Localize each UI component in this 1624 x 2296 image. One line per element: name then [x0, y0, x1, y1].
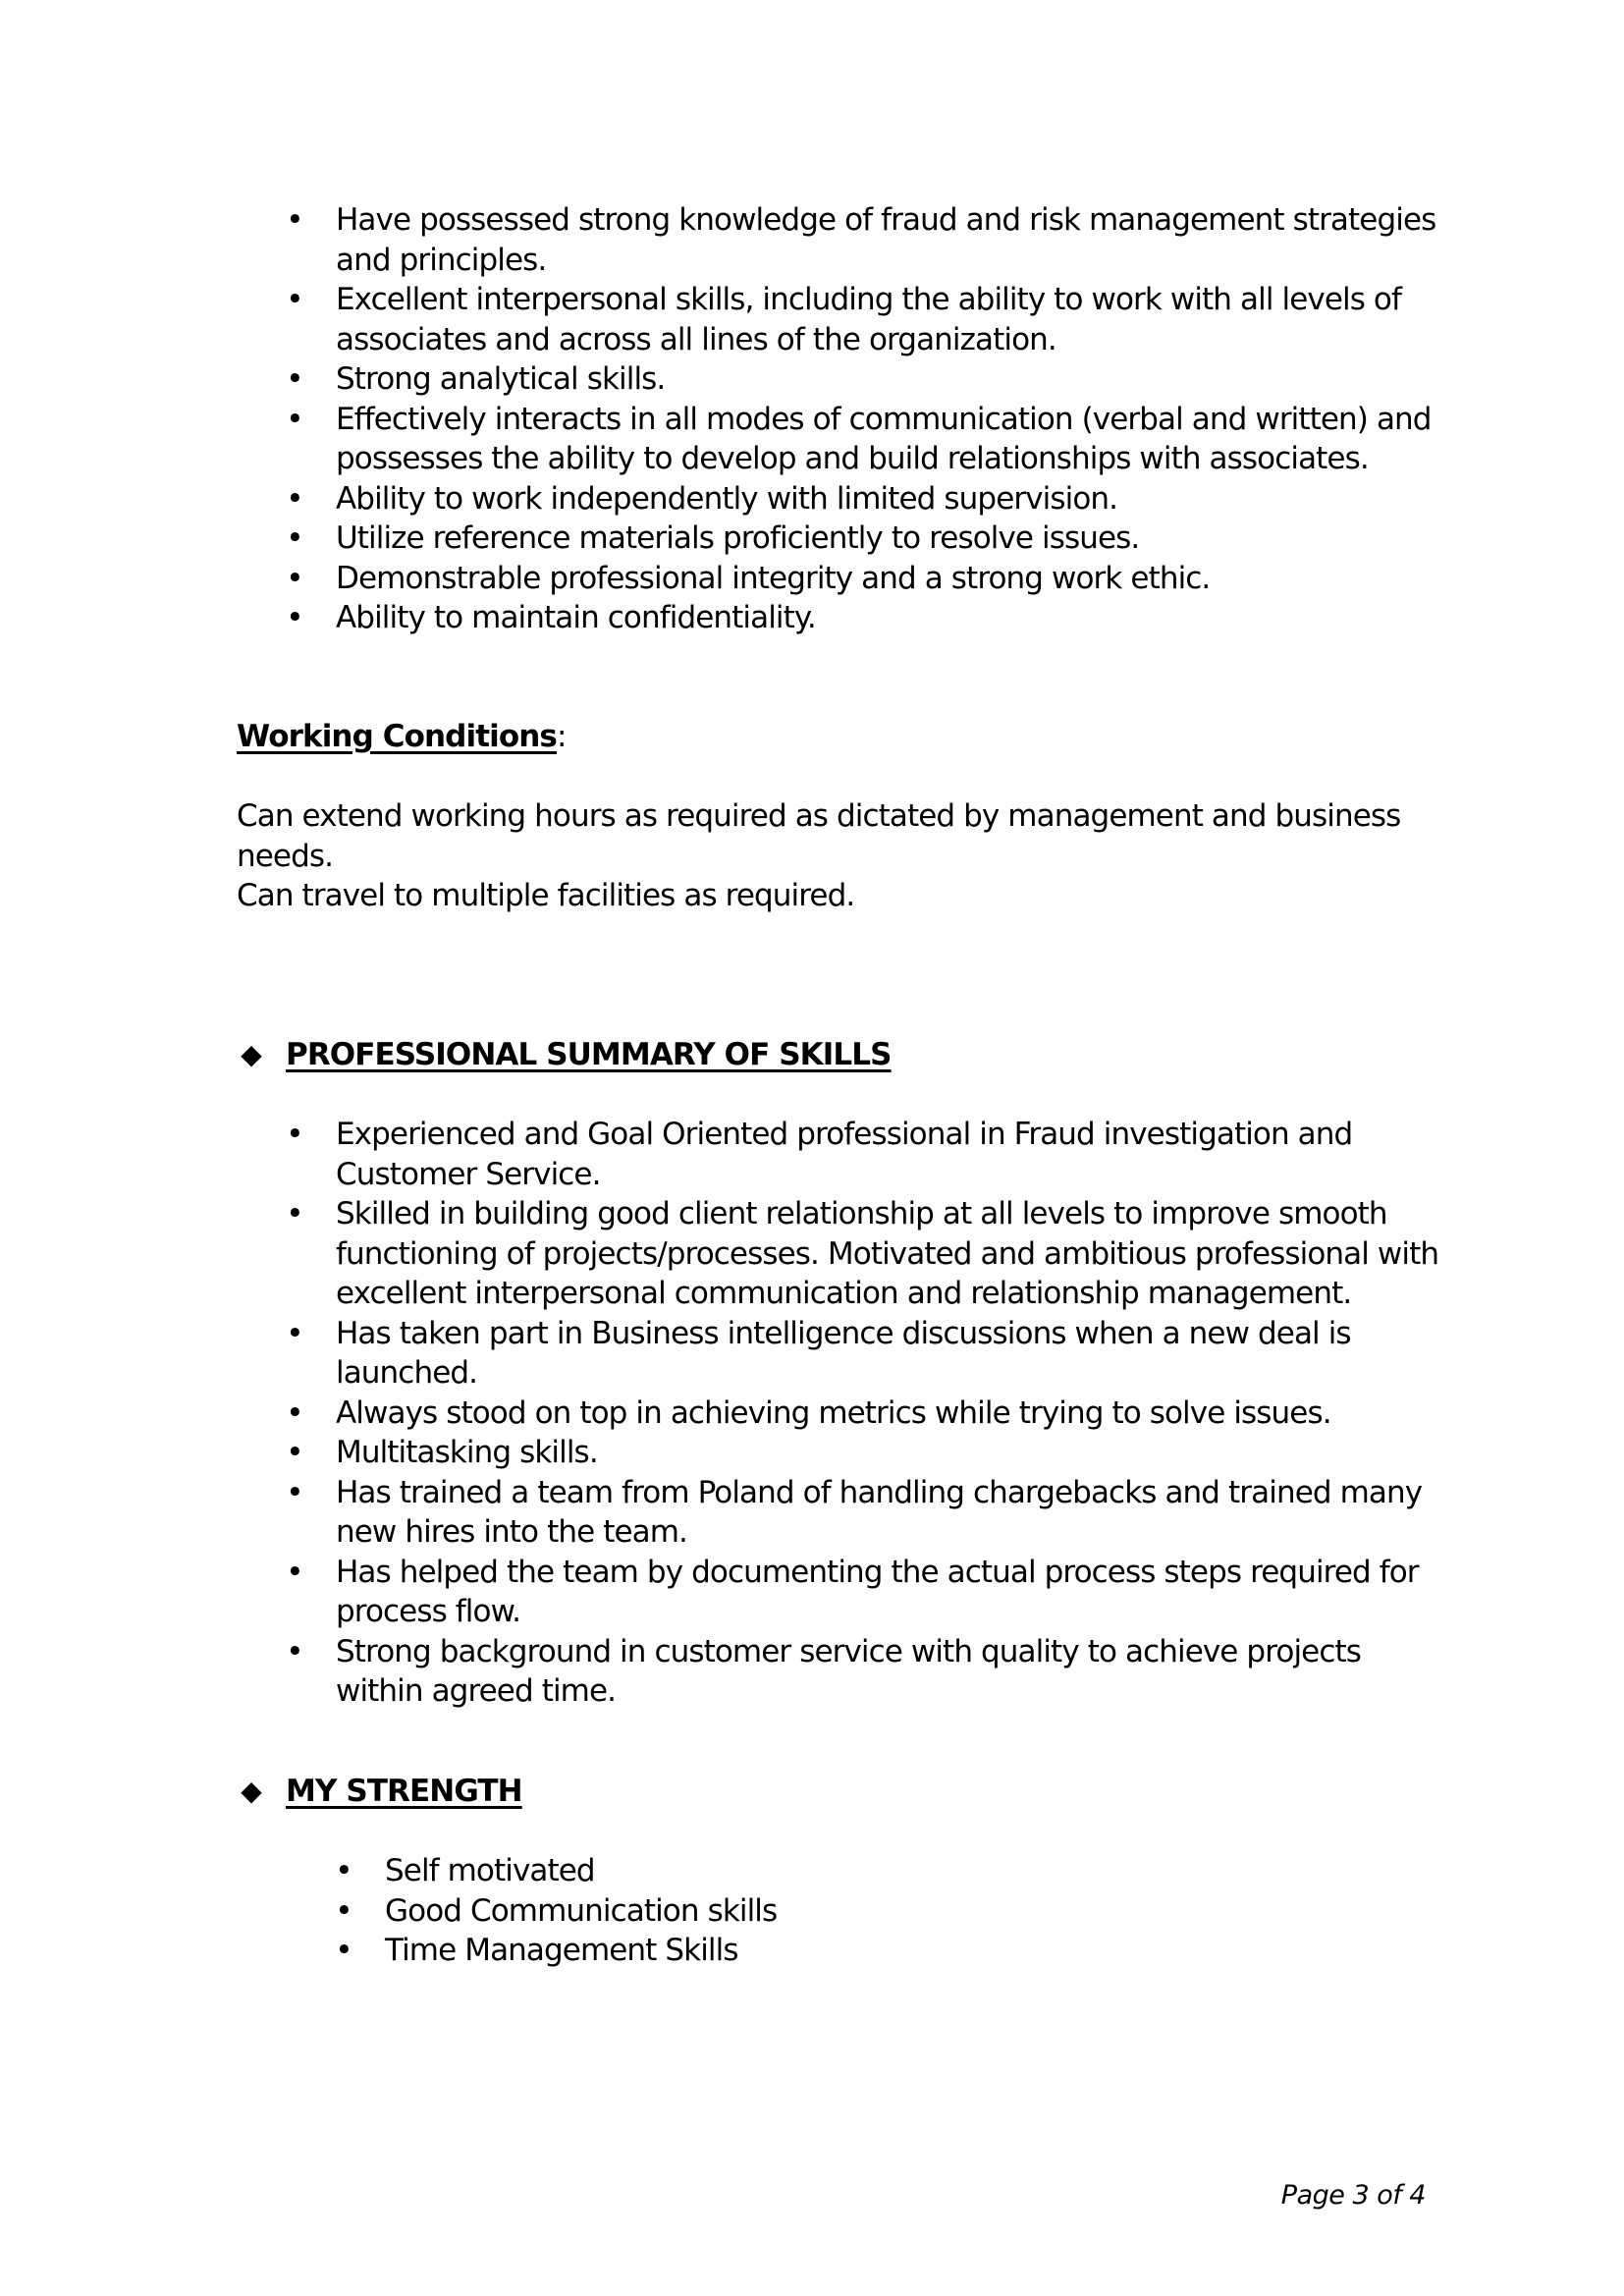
- list-item: [0, 1891, 1504, 1932]
- list-item: [0, 559, 1455, 599]
- list-item-text: Ability to work independently with limited supervision.: [336, 480, 1118, 517]
- bullet-icon: •: [335, 1933, 352, 1968]
- bullet-icon: •: [286, 361, 303, 397]
- bullet-icon: •: [286, 1394, 303, 1431]
- bullet-icon: •: [286, 202, 303, 238]
- list-item-text: Demonstrable professional integrity and a strong work ethic.: [336, 560, 1211, 596]
- list-item-text: Strong analytical skills.: [336, 361, 666, 397]
- list-item-text: Excellent interpersonal skills, including the ability to work with all levels of associates and across all lines of the organization.: [336, 282, 1401, 357]
- bullet-icon: •: [286, 600, 303, 635]
- bullet-icon: •: [286, 401, 303, 437]
- list-item: [0, 1394, 1455, 1434]
- bullet-icon: •: [286, 520, 303, 556]
- list-item-text: Ability to maintain confidentiality.: [336, 600, 816, 635]
- list-item: [0, 479, 1455, 519]
- bullet-icon: •: [335, 1853, 352, 1888]
- section-heading-strength: [286, 1772, 522, 1812]
- list-item: [0, 1473, 1455, 1553]
- requirements-list: [0, 200, 1455, 638]
- list-item: [0, 1194, 1455, 1314]
- bullet-icon: •: [286, 1315, 303, 1351]
- diamond-icon: ◆: [241, 1775, 262, 1807]
- list-item: [0, 1115, 1455, 1194]
- bullet-icon: •: [286, 1633, 303, 1669]
- list-item-text: Good Communication skills: [385, 1892, 778, 1929]
- summary-title: PROFESSIONAL SUMMARY OF SKILLS: [286, 1037, 892, 1072]
- list-item-text: Has taken part in Business intelligence discussions when a new deal is launched.: [336, 1315, 1351, 1391]
- list-item-text: Strong background in customer service with quality to achieve projects within agreed time.: [336, 1633, 1361, 1709]
- list-item-text: Has trained a team from Poland of handling chargebacks and trained many new hires into the team.: [336, 1474, 1423, 1550]
- list-item-text: Experienced and Goal Oriented professional in Fraud investigation and Customer Service.: [336, 1117, 1353, 1192]
- list-item: [0, 1553, 1455, 1632]
- bullet-icon: •: [286, 1117, 303, 1152]
- bullet-icon: •: [335, 1892, 352, 1929]
- working-conditions-line: Can travel to multiple facilities as required.: [237, 878, 855, 913]
- list-item-text: Skilled in building good client relationship at all levels to improve smooth functioning of projects/processes. Motivated and ambitious professional with excellent interpersonal communication and relationship management.: [336, 1196, 1439, 1311]
- list-item: [0, 1433, 1455, 1473]
- list-item-text: Self motivated: [385, 1853, 595, 1888]
- summary-list: [0, 1115, 1455, 1712]
- list-item: [0, 1632, 1455, 1712]
- list-item-text: Effectively interacts in all modes of communication (verbal and written) and possesses the ability to develop and build relationships with associates.: [336, 401, 1432, 476]
- bullet-icon: •: [286, 1554, 303, 1590]
- list-item-text: Time Management Skills: [385, 1933, 738, 1968]
- strength-list: [0, 1851, 1504, 1971]
- working-conditions-colon: :: [556, 719, 567, 754]
- list-item: [0, 598, 1455, 638]
- list-item-text: Have possessed strong knowledge of fraud and risk management strategies and principles.: [336, 202, 1436, 278]
- bullet-icon: •: [286, 480, 303, 517]
- page-number: Page 3 of 4: [1280, 2180, 1426, 2211]
- working-conditions-title: Working Conditions: [237, 719, 557, 754]
- bullet-icon: •: [286, 1435, 303, 1470]
- diamond-icon: ◆: [241, 1038, 262, 1070]
- list-item-text: Multitasking skills.: [336, 1435, 598, 1470]
- list-item-text: Utilize reference materials proficiently to resolve issues.: [336, 520, 1140, 556]
- working-conditions-heading: [237, 717, 567, 757]
- list-item: [0, 1931, 1504, 1971]
- bullet-icon: •: [286, 282, 303, 317]
- section-heading-summary: [286, 1035, 892, 1075]
- list-item: [0, 359, 1455, 400]
- list-item: [0, 519, 1455, 559]
- bullet-icon: •: [286, 1196, 303, 1231]
- bullet-icon: •: [286, 1474, 303, 1510]
- list-item: [0, 1314, 1455, 1394]
- working-conditions-line: Can extend working hours as required as dictated by management and business needs.: [237, 798, 1401, 874]
- list-item-text: Always stood on top in achieving metrics while trying to solve issues.: [336, 1394, 1331, 1431]
- list-item: [0, 200, 1455, 280]
- list-item: [0, 280, 1455, 359]
- list-item-text: Has helped the team by documenting the actual process steps required for process flow.: [336, 1554, 1419, 1629]
- strength-title: MY STRENGTH: [286, 1774, 522, 1809]
- list-item: [0, 1851, 1504, 1891]
- bullet-icon: •: [286, 560, 303, 596]
- list-item: [0, 400, 1455, 479]
